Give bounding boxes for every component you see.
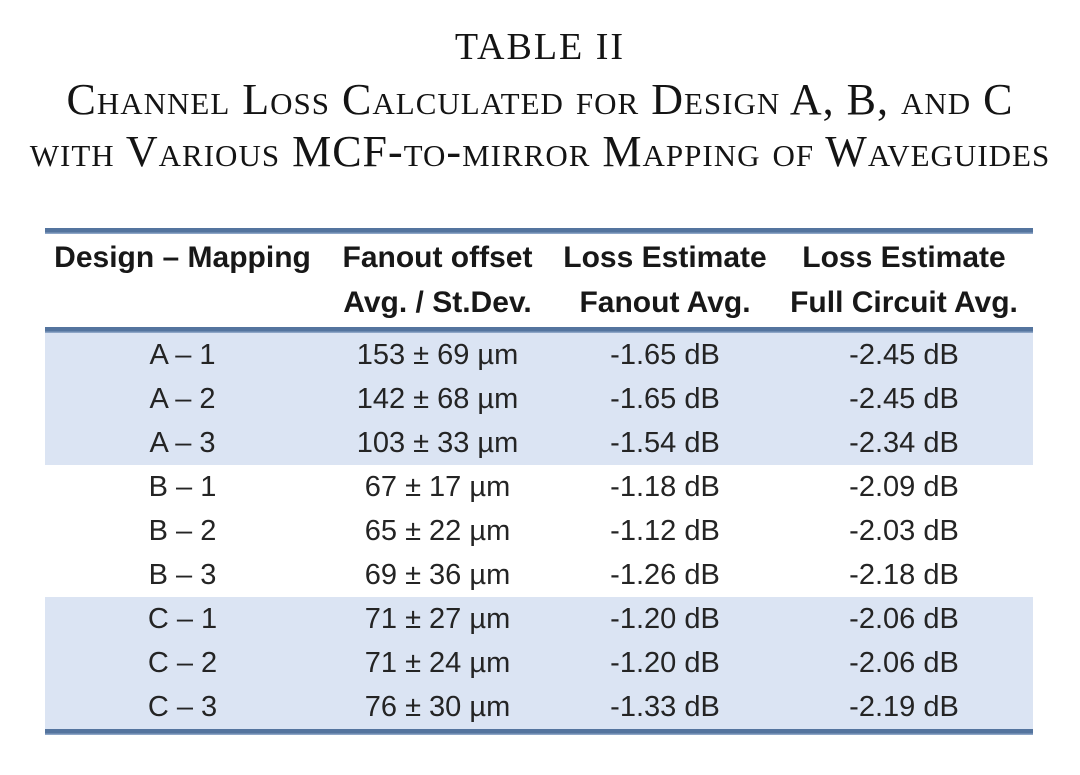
cell-mapping: C – 3 (147, 691, 218, 723)
table-caption (0, 0, 1080, 178)
table-row (45, 377, 1033, 421)
design-a-group (45, 333, 1033, 465)
column-header-line: Full Circuit Avg. (790, 286, 1018, 319)
column-header-line: Fanout offset (342, 241, 533, 274)
column-header-line: Loss Estimate (563, 241, 767, 274)
column-header-loss-fanout (555, 235, 775, 325)
column-header-fanout-offset (320, 235, 555, 325)
column-header-line: Loss Estimate (802, 241, 1006, 274)
cell-loss-full-circuit: -2.34 dB (849, 427, 959, 459)
design-b-group (45, 465, 1033, 597)
cell-mapping: B – 2 (148, 515, 217, 547)
table-caption-line-2: with Various MCF-to-mirror Mapping of Waveguides (29, 127, 1051, 176)
cell-fanout-offset: 76 ± 30 µm (364, 691, 511, 723)
cell-loss-full-circuit: -2.19 dB (849, 691, 959, 723)
table-number: TABLE II (454, 26, 626, 68)
cell-fanout-offset: 153 ± 69 µm (356, 339, 519, 371)
cell-mapping: B – 1 (148, 471, 217, 503)
cell-loss-fanout: -1.33 dB (610, 691, 720, 723)
cell-fanout-offset: 69 ± 36 µm (364, 559, 511, 591)
cell-loss-fanout: -1.20 dB (610, 647, 720, 679)
cell-loss-full-circuit: -2.09 dB (849, 471, 959, 503)
table-row (45, 465, 1033, 509)
cell-loss-fanout: -1.54 dB (610, 427, 720, 459)
cell-loss-full-circuit: -2.03 dB (849, 515, 959, 547)
table-bottom-rule (45, 729, 1033, 735)
cell-fanout-offset: 71 ± 24 µm (364, 647, 511, 679)
table-row (45, 685, 1033, 729)
cell-fanout-offset: 103 ± 33 µm (356, 427, 519, 459)
cell-loss-full-circuit: -2.45 dB (849, 383, 959, 415)
column-header-loss-full-circuit (775, 235, 1033, 325)
cell-fanout-offset: 142 ± 68 µm (356, 383, 519, 415)
cell-fanout-offset: 71 ± 27 µm (364, 603, 511, 635)
channel-loss-table (45, 228, 1033, 735)
table-row (45, 509, 1033, 553)
table-caption-line-1: Channel Loss Calculated for Design A, B, and C (66, 75, 1014, 124)
cell-mapping: A – 1 (149, 339, 216, 371)
cell-mapping: C – 2 (147, 647, 218, 679)
table-header-row (45, 234, 1033, 327)
cell-fanout-offset: 67 ± 17 µm (364, 471, 511, 503)
cell-loss-fanout: -1.65 dB (610, 383, 720, 415)
table-row (45, 597, 1033, 641)
cell-loss-fanout: -1.12 dB (610, 515, 720, 547)
design-c-group (45, 597, 1033, 729)
cell-mapping: C – 1 (147, 603, 218, 635)
table-row (45, 421, 1033, 465)
cell-loss-fanout: -1.26 dB (610, 559, 720, 591)
column-header-line: Fanout Avg. (579, 286, 751, 319)
cell-loss-full-circuit: -2.06 dB (849, 647, 959, 679)
cell-loss-full-circuit: -2.45 dB (849, 339, 959, 371)
column-header-line: Design – Mapping (54, 241, 311, 274)
cell-mapping: A – 3 (149, 427, 216, 459)
cell-loss-full-circuit: -2.18 dB (849, 559, 959, 591)
column-header-line: Avg. / St.Dev. (343, 286, 532, 319)
cell-loss-full-circuit: -2.06 dB (849, 603, 959, 635)
cell-loss-fanout: -1.18 dB (610, 471, 720, 503)
table-row (45, 333, 1033, 377)
cell-mapping: A – 2 (149, 383, 216, 415)
cell-loss-fanout: -1.20 dB (610, 603, 720, 635)
column-header-design-mapping (45, 235, 320, 325)
table-row (45, 641, 1033, 685)
cell-mapping: B – 3 (148, 559, 217, 591)
table-row (45, 553, 1033, 597)
cell-fanout-offset: 65 ± 22 µm (364, 515, 511, 547)
cell-loss-fanout: -1.65 dB (610, 339, 720, 371)
